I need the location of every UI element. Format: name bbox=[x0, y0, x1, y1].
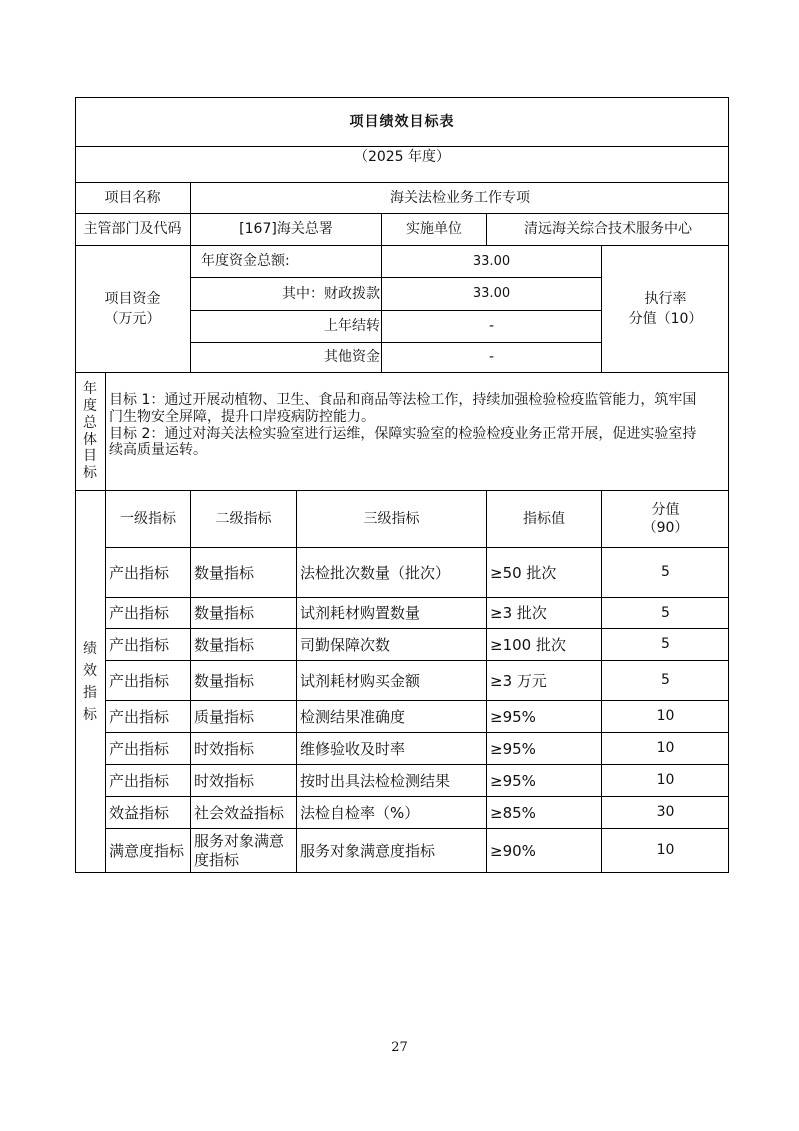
table-border bbox=[75, 872, 729, 873]
row-level1: 满意度指标 bbox=[109, 841, 185, 860]
row-score: 5 bbox=[661, 604, 670, 621]
annual-goal-char: 度 bbox=[83, 397, 97, 414]
row-level2: 数量指标 bbox=[194, 635, 255, 654]
impl-unit-value: 清远海关综合技术服务中心 bbox=[524, 221, 692, 238]
annual-goal-char: 总 bbox=[83, 414, 97, 431]
annual-goal-text bbox=[106, 390, 729, 480]
row-value: ≥85% bbox=[490, 803, 536, 822]
row-value: ≥95% bbox=[490, 707, 536, 726]
row-level2: 质量指标 bbox=[194, 707, 255, 726]
row-score: 10 bbox=[656, 772, 675, 789]
row-score: 10 bbox=[656, 842, 675, 859]
row-score: 30 bbox=[656, 804, 675, 821]
row-level1: 产出指标 bbox=[109, 604, 170, 622]
annual-goal-char: 年 bbox=[83, 381, 97, 398]
impl-unit-label: 实施单位 bbox=[406, 221, 462, 238]
dept-label: 主管部门及代码 bbox=[83, 221, 182, 238]
row-score: 5 bbox=[661, 672, 670, 689]
row-level3: 试剂耗材购买金额 bbox=[300, 671, 421, 690]
goal2-line2: 续高质量运转。 bbox=[109, 442, 207, 459]
row-level1: 产出指标 bbox=[109, 739, 170, 758]
header-level1: 一级指标 bbox=[120, 510, 176, 527]
row-value: ≥90% bbox=[490, 841, 536, 860]
row-value: ≥95% bbox=[490, 739, 536, 758]
row-divider bbox=[75, 372, 729, 373]
funds-total-label: 年度资金总额: bbox=[201, 253, 290, 270]
funds-carry-value: - bbox=[488, 318, 495, 335]
row-value: ≥3 批次 bbox=[490, 604, 547, 622]
page-number: 27 bbox=[391, 1040, 408, 1055]
row-level2: 数量指标 bbox=[194, 604, 255, 622]
funds-label-line1: 项目资金 bbox=[104, 291, 161, 307]
row-level1: 产出指标 bbox=[109, 563, 170, 582]
row-value: ≥95% bbox=[490, 771, 536, 790]
row-level3: 按时出具法检检测结果 bbox=[300, 771, 451, 790]
funds-fiscal-value: 33.00 bbox=[472, 286, 511, 302]
exec-rate-line2: 分值（10） bbox=[628, 311, 703, 327]
row-level1: 产出指标 bbox=[109, 671, 170, 690]
funds-total-value: 33.00 bbox=[472, 253, 511, 269]
funds-label-line2: （万元） bbox=[104, 311, 161, 327]
annual-goal-label bbox=[75, 373, 105, 490]
funds-other-label: 其他资金 bbox=[324, 349, 380, 366]
funds-fiscal-label: 其中：财政拨款 bbox=[282, 285, 380, 302]
row-level1: 产出指标 bbox=[109, 771, 170, 790]
row-level3: 法检批次数量（批次） bbox=[300, 563, 451, 582]
exec-rate-label bbox=[602, 246, 729, 372]
row-value: ≥100 批次 bbox=[490, 635, 566, 654]
row-level2 bbox=[191, 829, 296, 872]
row-level2: 时效指标 bbox=[194, 739, 255, 758]
row-level3: 法检自检率（%） bbox=[300, 803, 420, 822]
indicators-label bbox=[75, 491, 105, 872]
row-level2: 时效指标 bbox=[194, 771, 255, 790]
row-level3: 试剂耗材购置数量 bbox=[300, 604, 421, 622]
annual-goal-char: 体 bbox=[83, 431, 97, 448]
row-score: 5 bbox=[661, 564, 670, 581]
header-level3: 三级指标 bbox=[363, 510, 420, 527]
row-score: 10 bbox=[656, 740, 675, 757]
row-level2: 社会效益指标 bbox=[194, 803, 285, 822]
indicators-char: 指 bbox=[83, 684, 97, 701]
header-score bbox=[602, 491, 729, 547]
project-name-label: 项目名称 bbox=[104, 189, 161, 206]
indicators-char: 绩 bbox=[83, 640, 97, 657]
goal2-line1: 目标 2：通过对海关法检实验室进行运维，保障实验室的检验检疫业务正常开展，促进实验室持 bbox=[109, 425, 697, 442]
indicators-char: 效 bbox=[83, 662, 97, 679]
header-level2: 二级指标 bbox=[215, 510, 272, 527]
row-level1: 产出指标 bbox=[109, 707, 170, 726]
row-level3: 检测结果准确度 bbox=[300, 707, 406, 726]
row-score: 5 bbox=[661, 636, 670, 653]
performance-target-table bbox=[75, 97, 729, 873]
row-level1: 效益指标 bbox=[109, 803, 170, 822]
row-level2-line2: 度指标 bbox=[194, 850, 240, 869]
goal1-line2: 门生物安全屏障，提升口岸疫病防控能力。 bbox=[109, 408, 375, 425]
row-level2: 数量指标 bbox=[194, 671, 255, 690]
project-name-value: 海关法检业务工作专项 bbox=[390, 189, 530, 206]
row-value: ≥3 万元 bbox=[490, 671, 547, 690]
header-score-line2: （90） bbox=[642, 520, 689, 536]
row-level3: 维修验收及时率 bbox=[300, 739, 406, 758]
year-label: （2025 年度） bbox=[353, 149, 451, 165]
table-title: 项目绩效目标表 bbox=[349, 113, 455, 130]
indicators-char: 标 bbox=[83, 706, 97, 723]
row-level3: 服务对象满意度指标 bbox=[300, 841, 436, 860]
funds-other-value: - bbox=[488, 349, 495, 366]
header-score-line1: 分值 bbox=[651, 502, 680, 518]
goal1-line1: 目标 1：通过开展动植物、卫生、食品和商品等法检工作，持续加强检验检疫监管能力，筑牢国 bbox=[109, 392, 697, 408]
dept-value: [167]海关总署 bbox=[239, 221, 333, 238]
funds-label bbox=[75, 246, 190, 372]
exec-rate-line1: 执行率 bbox=[644, 291, 687, 307]
header-value: 指标值 bbox=[523, 510, 565, 527]
row-value: ≥50 批次 bbox=[490, 563, 557, 582]
row-level1: 产出指标 bbox=[109, 635, 170, 654]
annual-goal-char: 目 bbox=[83, 448, 97, 465]
row-level3: 司勤保障次数 bbox=[300, 635, 391, 654]
row-score: 10 bbox=[656, 708, 675, 725]
row-level2-line1: 服务对象满意 bbox=[194, 831, 285, 850]
funds-carry-label: 上年结转 bbox=[324, 318, 380, 335]
annual-goal-char: 标 bbox=[83, 465, 97, 482]
row-level2: 数量指标 bbox=[194, 563, 255, 582]
